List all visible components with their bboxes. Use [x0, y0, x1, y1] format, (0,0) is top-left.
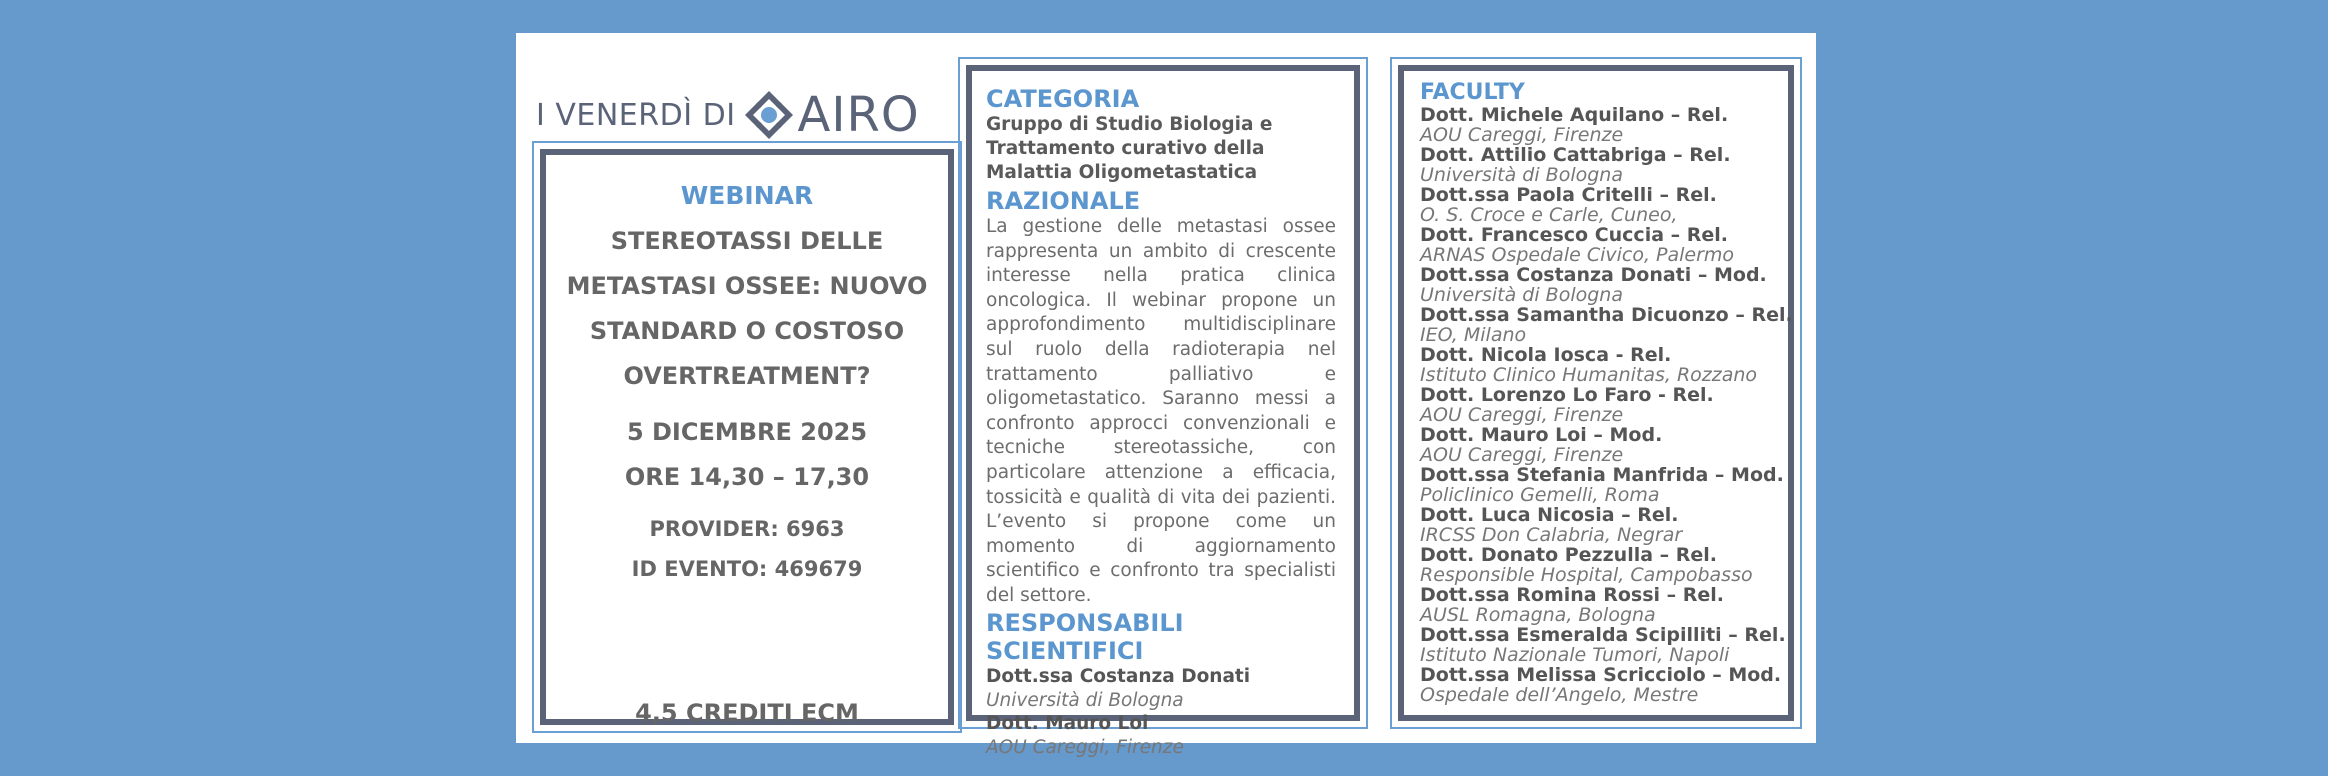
faculty-affiliation: ARNAS Ospedale Civico, Palermo — [1420, 244, 1735, 266]
faculty-heading: FACULTY — [1420, 80, 1525, 105]
faculty-affiliation: Policlinico Gemelli, Roma — [1420, 484, 1660, 506]
faculty-name: Dott. Donato Pezzulla – Rel. — [1420, 544, 1718, 566]
responsabile-item — [986, 665, 1336, 712]
faculty-name: Dott.ssa Samantha Dicuonzo – Rel. — [1420, 304, 1793, 326]
faculty-name: Dott.ssa Melissa Scricciolo – Mod. — [1420, 664, 1782, 686]
faculty-panel — [1390, 57, 1802, 729]
provider-id: PROVIDER: 6963 — [649, 517, 845, 541]
faculty-member — [1420, 505, 1778, 545]
faculty-name: Dott. Nicola Iosca - Rel. — [1420, 344, 1672, 366]
faculty-name: Dott. Mauro Loi – Mod. — [1420, 424, 1663, 446]
description-panel — [958, 57, 1368, 758]
faculty-name: Dott.ssa Romina Rossi – Rel. — [1420, 584, 1725, 606]
webinar-label: WEBINAR — [680, 181, 814, 210]
event-id: ID EVENTO: 469679 — [631, 557, 863, 581]
responsabile-name: Dott. Mauro Loi — [986, 712, 1149, 734]
faculty-affiliation: AUSL Romagna, Bologna — [1420, 604, 1656, 626]
faculty-name: Dott.ssa Stefania Manfrida – Mod. — [1420, 464, 1784, 486]
faculty-name: Dott. Attilio Cattabriga – Rel. — [1420, 144, 1731, 166]
faculty-affiliation: AOU Careggi, Firenze — [1420, 124, 1624, 146]
faculty-affiliation: Università di Bologna — [1420, 164, 1623, 186]
faculty-affiliation: IRCSS Don Calabria, Negrar — [1420, 524, 1683, 546]
event-info-panel — [532, 141, 962, 733]
faculty-name: Dott. Francesco Cuccia – Rel. — [1420, 224, 1728, 246]
faculty-member — [1420, 464, 1784, 506]
razionale-text: La gestione delle metastasi ossee rappresenta un ambito di crescente interesse nella pratica clinica oncologica. Il webinar propone un approfondimento multidisciplinare sul ruolo della radioterapia nel trattamento palliativo e oligometastatico. Saranno messi a confronto approcci convenzionali e tecniche stereotassiche, con particolare attenzione a efficacia, tossicità e qualità di vita dei pazienti. L’evento si propone come un momento di aggiornamento scientifico e confronto tra specialisti del settore. — [986, 216, 1336, 606]
faculty-affiliation: AOU Careggi, Firenze — [1420, 404, 1624, 426]
responsabile-name: Dott.ssa Costanza Donati — [986, 665, 1251, 687]
razionale-heading: RAZIONALE — [986, 187, 1141, 215]
faculty-affiliation: Istituto Nazionale Tumori, Napoli — [1420, 644, 1730, 666]
faculty-member — [1420, 304, 1793, 346]
responsabile-affiliation: Università di Bologna — [986, 689, 1184, 711]
responsabile-item — [986, 712, 1336, 759]
event-time: ORE 14,30 – 17,30 — [624, 463, 870, 491]
faculty-affiliation: IEO, Milano — [1420, 324, 1527, 346]
faculty-name: Dott. Luca Nicosia – Rel. — [1420, 504, 1679, 526]
faculty-member — [1420, 225, 1778, 265]
title-line-3: STANDARD O COSTOSO — [589, 317, 905, 345]
event-date: 5 DICEMBRE 2025 — [626, 418, 868, 446]
faculty-member — [1420, 664, 1782, 706]
responsabile-affiliation: AOU Careggi, Firenze — [986, 736, 1184, 758]
logo-brand: AIRO — [797, 87, 920, 143]
faculty-member — [1420, 265, 1778, 305]
faculty-member — [1420, 624, 1786, 666]
faculty-affiliation: O. S. Croce e Carle, Cuneo, — [1420, 204, 1678, 226]
ecm-credits: 4,5 CREDITI ECM — [635, 699, 859, 727]
faculty-member — [1420, 105, 1778, 145]
faculty-name: Dott. Lorenzo Lo Faro - Rel. — [1420, 384, 1714, 406]
title-line-1: STEREOTASSI DELLE — [610, 227, 884, 255]
logo-prefix: I VENERDÌ DI — [536, 97, 736, 133]
description-frame — [966, 65, 1360, 758]
title-line-4: OVERTREATMENT? — [623, 362, 871, 390]
faculty-member — [1420, 185, 1778, 225]
faculty-affiliation: Ospedale dell’Angelo, Mestre — [1420, 684, 1699, 706]
airo-logo-mark-icon — [742, 88, 796, 142]
event-info-frame — [540, 149, 954, 725]
responsabili-heading: RESPONSABILI SCIENTIFICI — [986, 608, 1184, 665]
faculty-member — [1420, 585, 1778, 625]
airo-logo — [536, 85, 946, 145]
faculty-member — [1420, 385, 1778, 425]
faculty-member — [1420, 545, 1778, 585]
faculty-name: Dott. Michele Aquilano – Rel. — [1420, 104, 1729, 126]
flyer-sheet — [516, 33, 1816, 758]
title-line-2: METASTASI OSSEE: NUOVO — [566, 272, 928, 300]
faculty-affiliation: Università di Bologna — [1420, 284, 1623, 306]
faculty-name: Dott.ssa Paola Critelli – Rel. — [1420, 184, 1717, 206]
categoria-text: Gruppo di Studio Biologia e Trattamento curativo della Malattia Oligometastatica — [986, 114, 1273, 183]
faculty-name: Dott.ssa Costanza Donati – Mod. — [1420, 264, 1767, 286]
faculty-member — [1420, 145, 1778, 185]
faculty-member — [1420, 425, 1778, 465]
faculty-affiliation: Responsible Hospital, Campobasso — [1420, 564, 1753, 586]
categoria-heading: CATEGORIA — [986, 85, 1140, 113]
faculty-affiliation: AOU Careggi, Firenze — [1420, 444, 1624, 466]
faculty-affiliation: Istituto Clinico Humanitas, Rozzano — [1420, 364, 1758, 386]
faculty-member — [1420, 345, 1778, 385]
faculty-frame — [1398, 65, 1794, 721]
faculty-name: Dott.ssa Esmeralda Scipilliti – Rel. — [1420, 624, 1786, 646]
